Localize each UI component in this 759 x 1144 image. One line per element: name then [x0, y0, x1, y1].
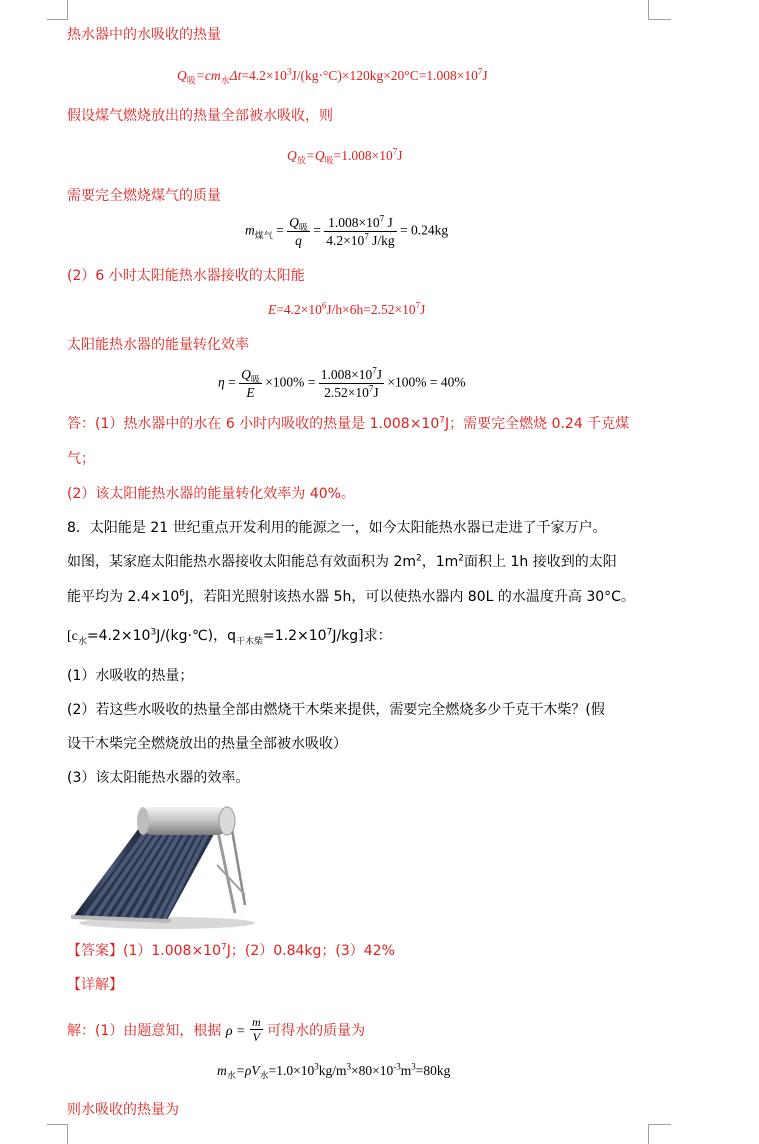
text-heat-absorbed-next: 则水吸收的热量为 — [67, 1102, 179, 1118]
equation-solar-energy: $E=4.2\times 10^6J/h\times 6h=2.52\times 10^7J$ — [268, 300, 426, 317]
crop-mark-top-left — [47, 0, 68, 20]
text-gas-mass-heading: 需要完全燃烧煤气的质量 — [67, 188, 221, 204]
crop-mark-bottom-right — [648, 1124, 671, 1144]
question8-constants: [$c_水=4.2\times 10^3J/(kg\cdot℃)$，$q_{干木柴}=1.2\times 10^7J/kg$]求： — [67, 627, 392, 647]
question8-part2-line2: 设干木柴完全燃烧放出的热量全部被水吸收） — [67, 736, 347, 752]
crop-mark-bottom-left — [47, 1124, 68, 1144]
text-efficiency-heading: 太阳能热水器的能量转化效率 — [67, 337, 249, 353]
solar-water-heater-image — [67, 795, 255, 930]
crop-mark-top-right — [648, 0, 671, 20]
solution-part1: 解：(1）由题意知，根据 ρ = $\frac{m}{V}$ 可得水的质量为 — [67, 1015, 366, 1044]
equation-gas-mass: $m_{煤气}$ = $\frac{Q_吸}{q}$ = $\frac{1.008\times 10^7 J}{4.2\times 10^7 J/kg}$ = 0.24kg — [245, 213, 449, 248]
equation-water-mass: $m_水=\rho V_水=1.0\times 10^3kg/m^3\times 80\times 10^{-3}m^3=80kg$ — [217, 1061, 451, 1081]
text-solar-energy-heading: (2）6 小时太阳能热水器接收的太阳能 — [67, 268, 305, 284]
equation-efficiency: η = $\frac{Q_吸}{E}$ ×100% = $\frac{1.008\times 10^7J}{2.52\times 10^7J}$ ×100% = 40% — [218, 365, 466, 400]
question8-part3: (3）该太阳能热水器的效率。 — [67, 770, 250, 786]
question8-part1: (1）水吸收的热量； — [67, 668, 194, 684]
text-answer-part1-cont: 气； — [67, 451, 95, 467]
question8-part2-line1: (2）若这些水吸收的热量全部由燃烧干木柴来提供，需要完全燃烧多少千克干木柴？(假 — [67, 702, 605, 718]
answer-line: 【答案】$(1)1.008\times 10^7J$；(2）0.84kg；(3）42% — [67, 942, 395, 959]
text-answer-part2: (2）该太阳能热水器的能量转化效率为 40%。 — [67, 486, 355, 502]
text-heat-absorbed-heading: 热水器中的水吸收的热量 — [67, 27, 221, 43]
water-tank — [137, 807, 235, 835]
text-answer-part1: 答：(1）热水器中的水在 6 小时内吸收的热量是 $1.008\times 10^7J$；需要完全燃烧 0.24 千克煤 — [67, 415, 630, 432]
question8-line1: 8．太阳能是 21 世纪重点开发利用的能源之一，如今太阳能热水器已走进了千家万户。 — [67, 520, 607, 536]
vacuum-tubes — [73, 825, 219, 920]
question8-line3: 能平均为 $2.4\times 10^6J$，若阳光照射该热水器 5h，可以使热水器内 80L 的水温度升高 30°C。 — [67, 588, 635, 605]
question8-line2: 如图，某家庭太阳能热水器接收太阳能总有效面积为 $2m^2$，$1m^2$面积上 1h 接收到的太阳 — [67, 553, 617, 570]
equation-heat-absorbed: $Q_吸=cm_水\Delta t=4.2\times 10^3J/(kg\cdot^\circ C)\times 120kg\times 20^\circ C=1.008\times 10^7J$ — [177, 66, 488, 86]
equation-q-release: $Q_放=Q_吸=1.008\times 10^7J$ — [287, 146, 403, 166]
text-assumption: 假设煤气燃烧放出的热量全部被水吸收，则 — [67, 108, 333, 124]
detail-tag: 【详解】 — [67, 977, 123, 993]
